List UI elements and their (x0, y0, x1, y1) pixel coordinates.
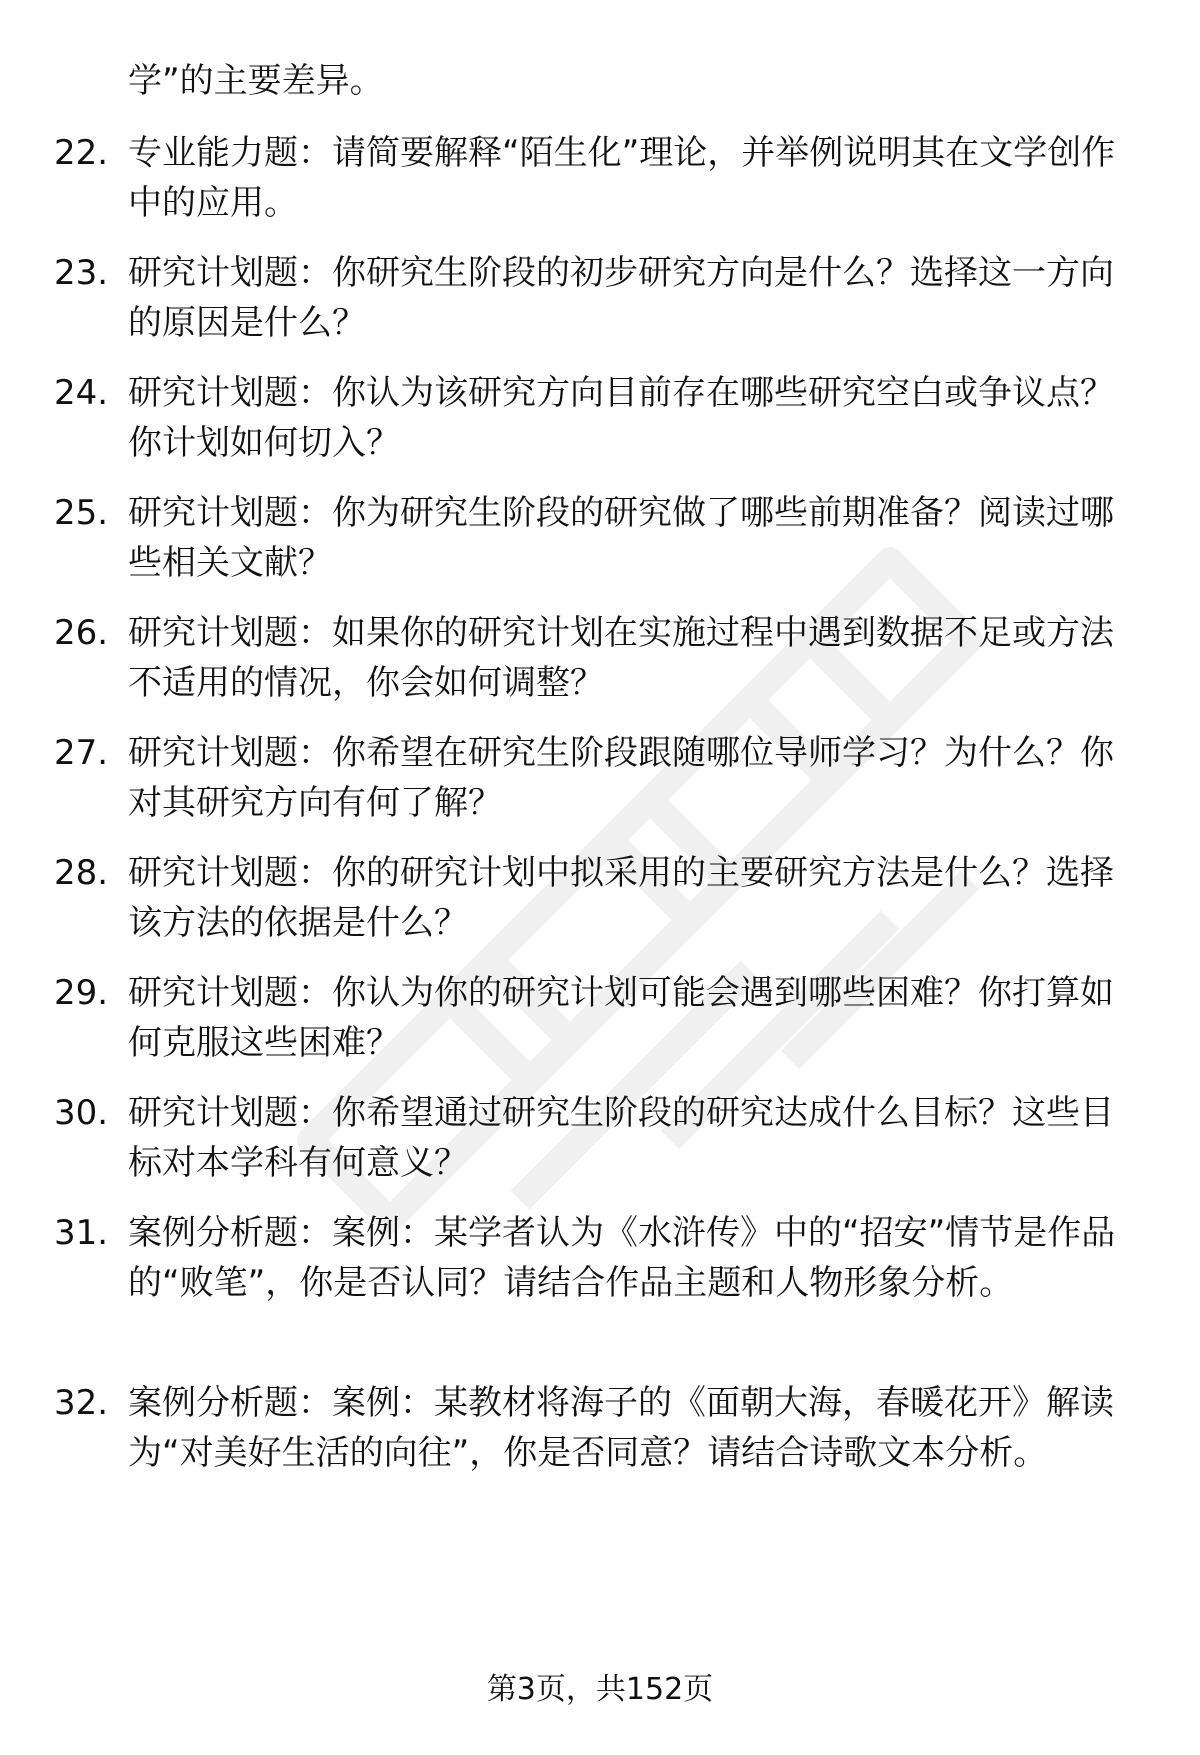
continued-text: 学”的主要差异。 (128, 61, 384, 101)
item-text: 研究计划题：你认为该研究方向目前存在哪些研究空白或争议点？你计划如何切入？ (128, 373, 1114, 463)
item-number: 29. (54, 973, 109, 1013)
item-text: 研究计划题：你为研究生阶段的研究做了哪些前期准备？阅读过哪些相关文献？ (128, 493, 1114, 583)
item-text: 研究计划题：如果你的研究计划在实施过程中遇到数据不足或方法不适用的情况，你会如何调整？ (128, 613, 1114, 703)
item-number: 32. (54, 1383, 109, 1423)
item-text: 案例分析题：案例：某教材将海子的《面朝大海，春暖花开》解读为“对美好生活的向往”，你是否同意？请结合诗歌文本分析。 (128, 1383, 1114, 1473)
item-text: 研究计划题：你的研究计划中拟采用的主要研究方法是什么？选择该方法的依据是什么？ (128, 853, 1114, 943)
item-number: 26. (54, 613, 109, 653)
item-number: 22. (54, 133, 109, 173)
item-number: 25. (54, 493, 109, 533)
item-text: 专业能力题：请简要解释“陌生化”理论，并举例说明其在文学创作中的应用。 (128, 133, 1116, 223)
page-footer: 第3页，共152页 (486, 1672, 714, 1707)
item-number: 30. (54, 1093, 109, 1133)
item-text: 案例分析题：案例：某学者认为《水浒传》中的“招安”情节是作品的“败笔”，你是否认同？请结合作品主题和人物形象分析。 (128, 1213, 1116, 1303)
item-number: 28. (54, 853, 109, 893)
item-text: 研究计划题：你希望在研究生阶段跟随哪位导师学习？为什么？你对其研究方向有何了解？ (128, 733, 1114, 823)
item-number: 31. (54, 1213, 109, 1253)
item-number: 27. (54, 733, 109, 773)
item-number: 24. (54, 373, 109, 413)
item-text: 研究计划题：你研究生阶段的初步研究方向是什么？选择这一方向的原因是什么？ (128, 253, 1114, 343)
item-text: 研究计划题：你希望通过研究生阶段的研究达成什么目标？这些目标对本学科有何意义？ (128, 1093, 1114, 1183)
item-number: 23. (54, 253, 109, 293)
item-text: 研究计划题：你认为你的研究计划可能会遇到哪些困难？你打算如何克服这些困难？ (128, 973, 1114, 1063)
